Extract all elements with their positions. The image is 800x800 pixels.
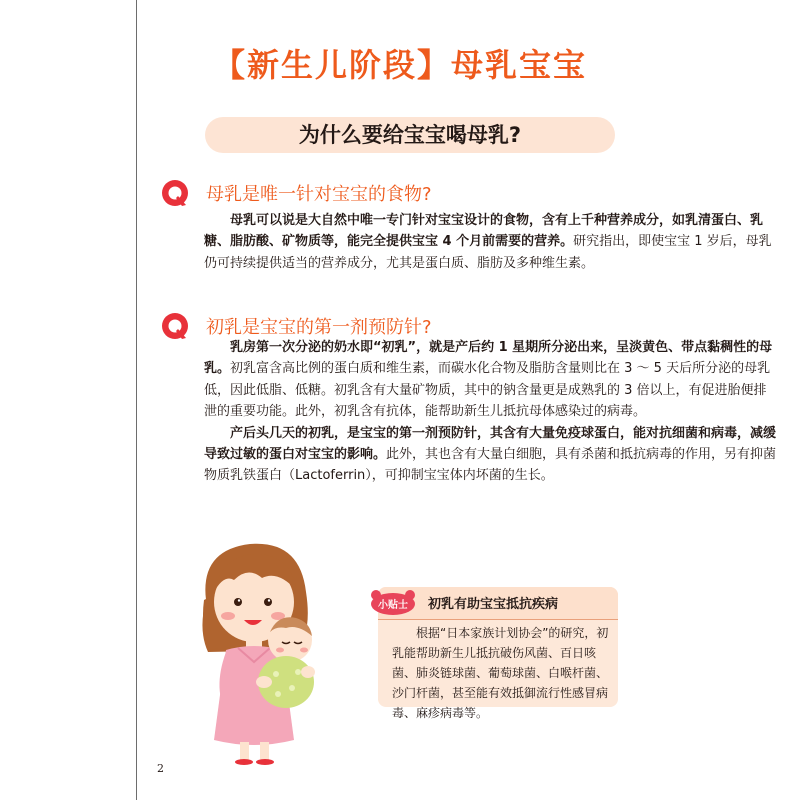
q-icon bbox=[160, 178, 190, 208]
tip-badge-icon bbox=[368, 587, 418, 617]
tip-body bbox=[392, 623, 616, 723]
question-title: 初乳是宝宝的第一剂预防针? bbox=[206, 317, 432, 338]
q-icon-letter: Q bbox=[190, 208, 191, 209]
answer-paragraph bbox=[204, 423, 779, 487]
tip-box bbox=[378, 587, 618, 720]
mother-holding-baby-illustration bbox=[178, 540, 378, 765]
page-title: 【新生儿阶段】母乳宝宝 bbox=[212, 46, 587, 84]
question-title: 母乳是唯一针对宝宝的食物? bbox=[206, 184, 432, 205]
tip-badge-label: 小贴士 bbox=[378, 600, 408, 611]
question-answer bbox=[204, 210, 779, 274]
page-number: 2 bbox=[157, 762, 164, 775]
tip-title: 初乳有助宝宝抵抗疾病 bbox=[428, 597, 559, 612]
q-icon bbox=[160, 311, 190, 341]
margin-rule bbox=[136, 0, 137, 800]
section-heading: 为什么要给宝宝喝母乳? bbox=[298, 123, 522, 147]
answer-text-bold: 乳房第一次分泌的奶水即“初乳”，就是产后约 1 星期所分泌出来，呈淡黄色、带点黏稠性的母乳。 bbox=[204, 340, 773, 377]
answer-text-bold: 母乳可以说是大自然中唯一专门针对宝宝设计的食物，含有上千种营养成分，如乳清蛋白、乳糖、脂肪酸、矿物质等，能完全提供宝宝 4 个月前需要的营养。 bbox=[204, 213, 764, 250]
answer-paragraph bbox=[204, 337, 779, 423]
tip-header bbox=[378, 587, 618, 620]
tip-text: 根据“日本家族计划协会”的研究，初乳能帮助新生儿抵抗破伤风菌、百日咳菌、肺炎链球菌、葡萄球菌、白喉杆菌、沙门杆菌，甚至能有效抵御流行性感冒病毒、麻疹病毒等。 bbox=[392, 626, 609, 720]
answer-paragraph bbox=[204, 210, 779, 274]
answer-text: 此外，其也含有大量白细胞，具有杀菌和抵抗病毒的作用，另有抑菌物质乳铁蛋白（Lactoferrin），可抑制宝宝体内坏菌的生长。 bbox=[204, 447, 777, 484]
answer-text-bold: 产后头几天的初乳，是宝宝的第一剂预防针，其含有大量免疫球蛋白，能对抗细菌和病毒，减缓导致过敏的蛋白对宝宝的影响。 bbox=[204, 425, 777, 463]
question-answer bbox=[204, 337, 779, 487]
section-heading-bar bbox=[205, 117, 615, 153]
answer-text: 初乳富含高比例的蛋白质和维生素，而碳水化合物及脂肪含量则比在 3 ～ 5 天后所分泌的母乳低，因此低脂、低糖。初乳含有大量矿物质，其中的钠含量更是成熟乳的 3 倍以上，有促进胎便排泄的重要功能。此外，初乳含有抗体，能帮助新生儿抵抗母体感染过的病毒。 bbox=[204, 361, 771, 420]
answer-text: 研究指出，即使宝宝 1 岁后，母乳仍可持续提供适当的营养成分，尤其是蛋白质、脂肪及多种维生素。 bbox=[204, 234, 772, 271]
